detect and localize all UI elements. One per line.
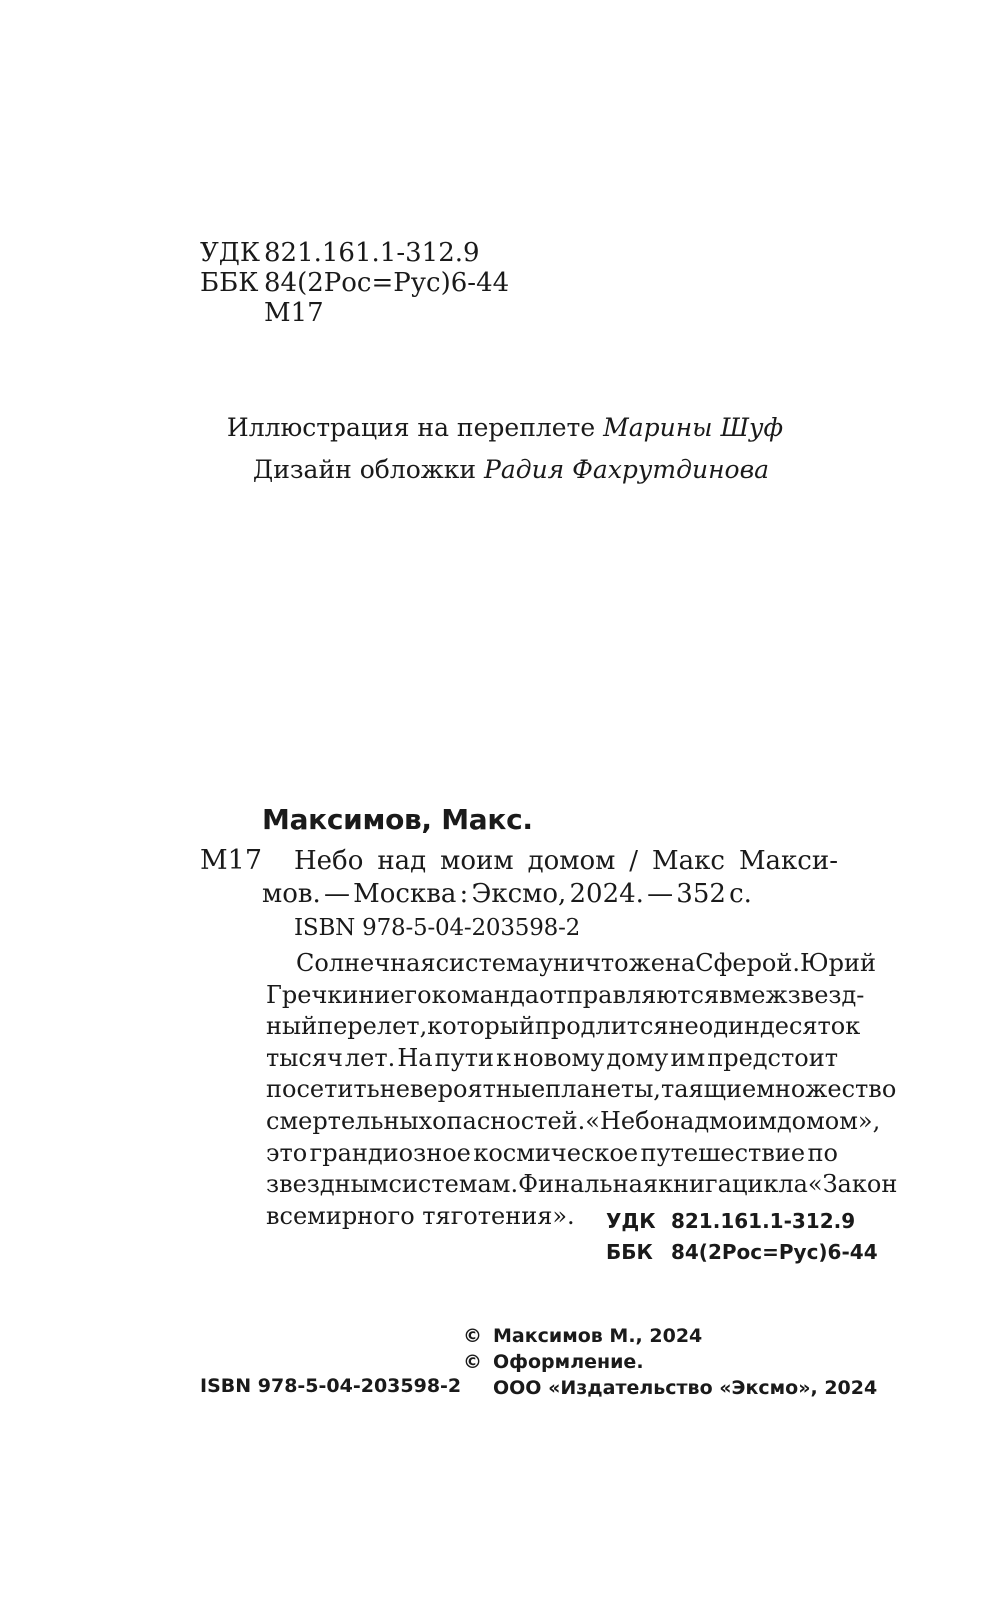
udc-block-bottom: [606, 1206, 878, 1268]
annotation-word: опасностей.: [432, 1106, 586, 1135]
annotation-line: [266, 948, 877, 980]
design-prefix: Дизайн обложки: [252, 455, 477, 484]
annotation-line: [266, 1169, 898, 1201]
annotation-word: моим: [709, 1106, 777, 1135]
annotation-line: [266, 1043, 838, 1075]
title-word: Эксмо,: [471, 879, 567, 909]
designer-name: Радия Фахрутдинова: [484, 455, 770, 484]
card-title-block: [262, 845, 838, 911]
udk-label: УДК: [200, 238, 261, 268]
title-word: Москва: [353, 879, 457, 909]
annotation-word: один: [698, 1012, 760, 1041]
author-mark-row: [200, 298, 509, 328]
annotation-word: звездным: [266, 1170, 389, 1199]
annotation-word: и: [374, 980, 391, 1009]
copyright-line-2: [463, 1349, 877, 1375]
copyright-publisher: ООО «Издательство «Эксмо», 2024: [493, 1377, 878, 1399]
annotation-word: Гречкин: [266, 980, 375, 1009]
author-mark: М17: [264, 298, 324, 328]
annotation-word: системам.: [388, 1170, 519, 1199]
annotation-word: книга: [658, 1170, 732, 1199]
udk-label-bottom: УДК: [606, 1209, 656, 1233]
copyright-line-3: [463, 1375, 877, 1401]
annotation-word: Сферой.: [695, 949, 801, 977]
illustrator-name: Марины Шуф: [603, 413, 784, 442]
annotation-word: грандиозное: [309, 1138, 471, 1167]
illustration-prefix: Иллюстрация на переплете: [226, 413, 596, 442]
annotation-word: таящие: [660, 1075, 757, 1104]
annotation-word: новому: [513, 1043, 605, 1072]
title-word: моим: [440, 846, 514, 876]
copyright-line-1: [463, 1323, 877, 1349]
copyright-symbol: ©: [463, 1351, 482, 1373]
copyright-design: Оформление.: [493, 1351, 644, 1373]
annotation-word: в: [719, 980, 733, 1009]
title-word: Макси-: [738, 846, 838, 876]
title-line-2: [262, 878, 752, 911]
udc-block-top: [200, 238, 509, 328]
annotation-word: система: [435, 949, 539, 977]
annotation-word: продлится: [534, 1012, 669, 1041]
udk-row: [200, 238, 509, 268]
annotation-word: посетить: [266, 1075, 380, 1104]
annotation-word: уничтожена: [538, 949, 696, 977]
annotation-word: На: [397, 1043, 433, 1072]
annotation-word: десяток: [759, 1012, 861, 1041]
annotation-word: по: [807, 1138, 838, 1167]
annotation-word: его: [390, 980, 432, 1009]
bbk-value-bottom: 84(2Рос=Рус)6-44: [670, 1240, 878, 1264]
annotation: [266, 948, 898, 1232]
annotation-line: [266, 1138, 838, 1170]
annotation-word: лет.: [344, 1043, 396, 1072]
title-word: с.: [729, 879, 752, 909]
title-word: над: [377, 846, 427, 876]
bbk-row: [200, 268, 509, 298]
copyright-symbol: ©: [463, 1325, 482, 1347]
annotation-line: [266, 1074, 897, 1106]
copyright-author: Максимов М., 2024: [493, 1325, 703, 1347]
annotation-word: тысяч: [266, 1043, 343, 1072]
annotation-word: над: [664, 1106, 710, 1135]
design-credit: [0, 449, 1000, 491]
credits: [0, 407, 1000, 491]
annotation-word: отправляются: [539, 980, 720, 1009]
title-word: домом: [527, 846, 616, 876]
annotation-word: Солнечная: [296, 949, 436, 977]
annotation-word: планеты,: [545, 1075, 661, 1104]
annotation-word: предстоит: [707, 1043, 838, 1072]
annotation-word: перелет,: [317, 1012, 428, 1041]
bbk-label: ББК: [200, 268, 259, 298]
annotation-word: путешествие: [640, 1138, 806, 1167]
annotation-word: ный: [266, 1012, 318, 1041]
annotation-word: пути: [434, 1043, 495, 1072]
title-word: 2024.: [569, 879, 644, 909]
annotation-word: межзвезд-: [732, 980, 865, 1009]
annotation-word: смертельных: [266, 1106, 433, 1135]
annotation-word: всемирного тяготения».: [266, 1201, 575, 1230]
title-word: /: [629, 846, 639, 876]
title-word: :: [459, 879, 469, 909]
annotation-word: множество: [756, 1075, 897, 1104]
title-word: Небо: [294, 846, 364, 876]
annotation-line: [266, 980, 865, 1012]
annotation-word: дому: [606, 1043, 669, 1072]
annotation-word: невероятные: [379, 1075, 546, 1104]
annotation-word: им: [670, 1043, 706, 1072]
annotation-word: Юрий: [800, 949, 877, 977]
title-line-1: [294, 845, 838, 878]
annotation-word: который: [427, 1012, 535, 1041]
copyright-block: [463, 1323, 877, 1401]
card-author-mark: М17: [200, 845, 263, 876]
title-word: Макс: [652, 846, 725, 876]
title-word: —: [647, 879, 674, 909]
title-word: 352: [676, 879, 726, 909]
card-isbn: ISBN 978-5-04-203598-2: [294, 915, 581, 941]
udk-row-bottom: [606, 1206, 878, 1237]
illustration-credit: [0, 407, 1000, 449]
annotation-word: цикла: [731, 1170, 808, 1199]
annotation-word: к: [496, 1043, 512, 1072]
title-word: —: [323, 879, 350, 909]
annotation-word: это: [266, 1138, 308, 1167]
udk-value-bottom: 821.161.1-312.9: [670, 1209, 856, 1233]
annotation-word: команда: [431, 980, 540, 1009]
annotation-word: «Закон: [807, 1170, 898, 1199]
bbk-value: 84(2Рос=Рус)6-44: [264, 268, 510, 298]
bbk-row-bottom: [606, 1237, 878, 1268]
annotation-line: [266, 1011, 861, 1043]
annotation-word: Финальная: [518, 1170, 659, 1199]
annotation-word: домом»,: [776, 1106, 881, 1135]
title-word: мов.: [262, 879, 321, 909]
isbn-bottom: ISBN 978-5-04-203598-2: [200, 1375, 462, 1397]
card-author: Максимов, Макс.: [262, 803, 533, 836]
annotation-word: «Небо: [585, 1106, 665, 1135]
udk-value: 821.161.1-312.9: [264, 238, 480, 268]
bbk-label-bottom: ББК: [606, 1240, 653, 1264]
annotation-line: [266, 1106, 881, 1138]
annotation-word: не: [668, 1012, 699, 1041]
annotation-word: космическое: [473, 1138, 639, 1167]
